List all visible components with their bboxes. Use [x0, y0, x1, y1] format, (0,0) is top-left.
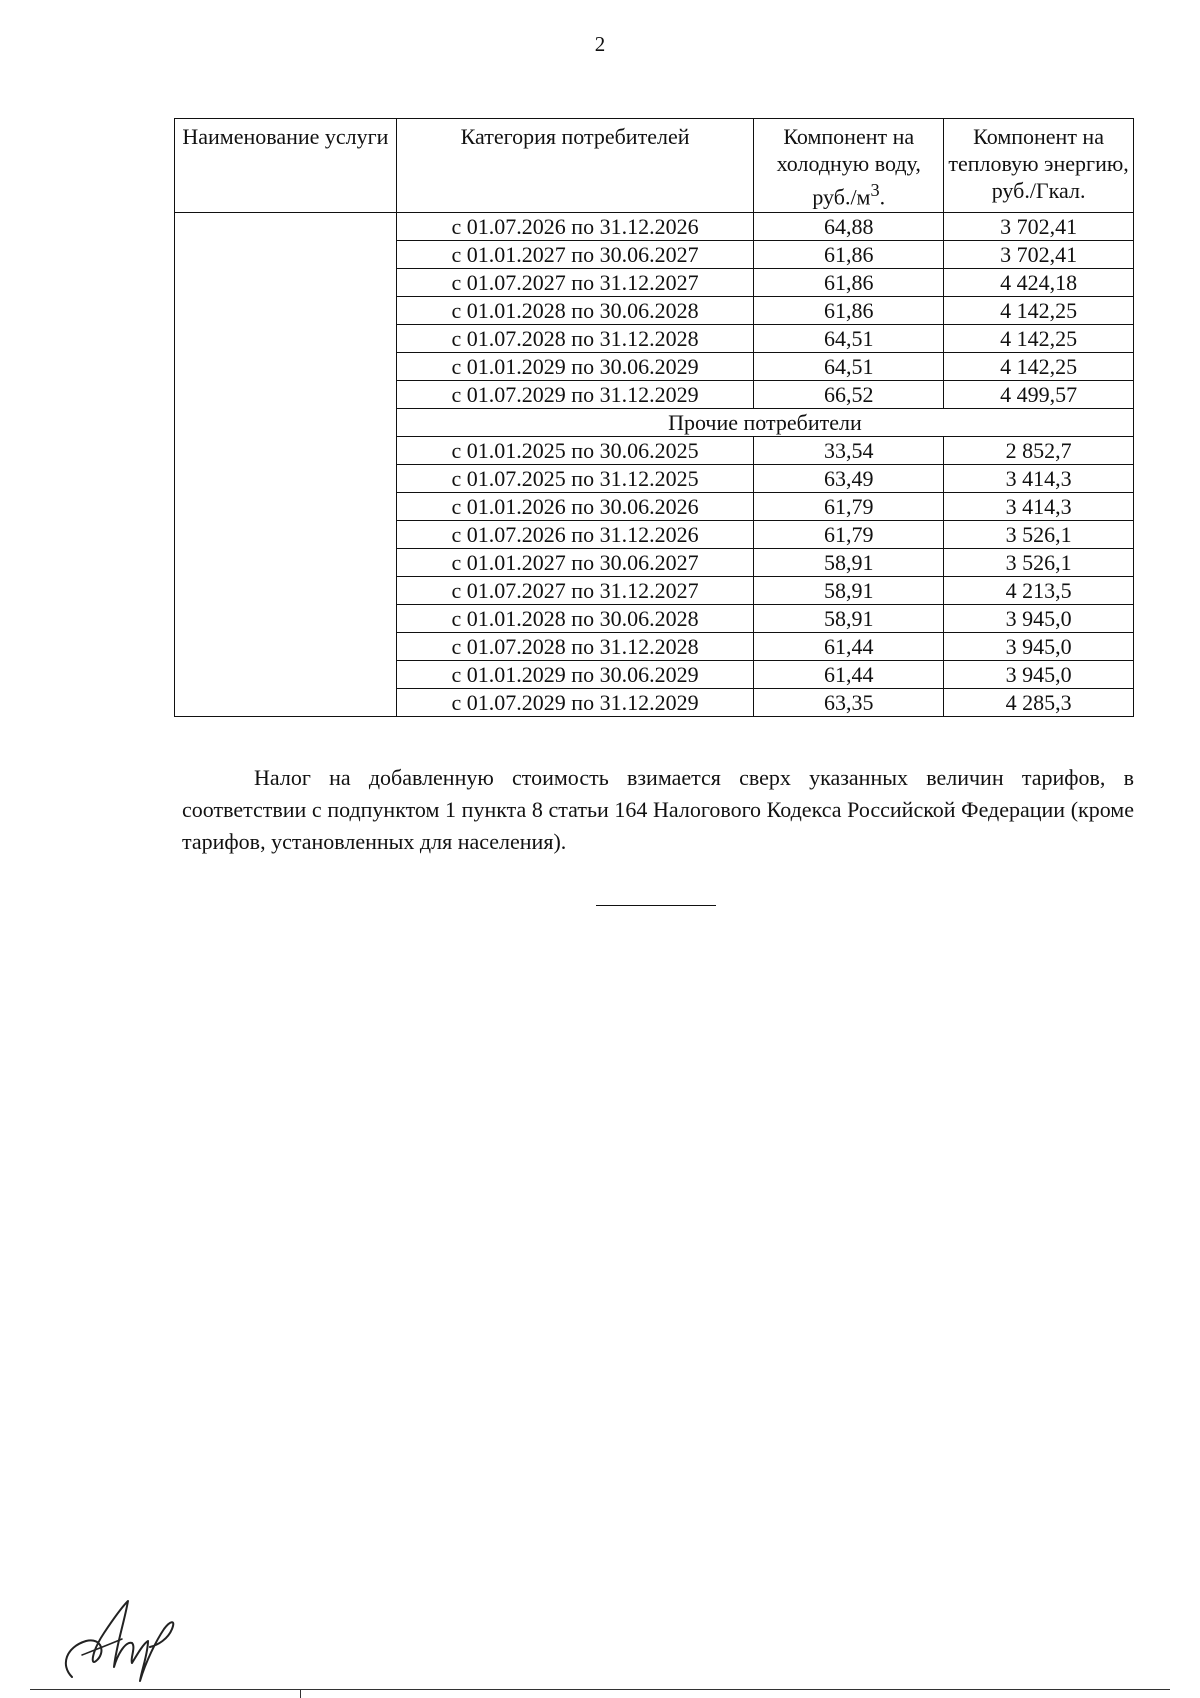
period-cell: с 01.07.2026 по 31.12.2026 — [396, 521, 754, 549]
cold-water-cell: 58,91 — [754, 577, 944, 605]
header-cold-water-sup: 3 — [870, 180, 880, 200]
period-cell: с 01.01.2028 по 30.06.2028 — [396, 297, 754, 325]
heat-cell: 3 702,41 — [944, 241, 1134, 269]
heat-cell: 4 499,57 — [944, 381, 1134, 409]
table-row — [175, 213, 1134, 241]
heat-cell: 3 414,3 — [944, 465, 1134, 493]
period-cell: с 01.07.2026 по 31.12.2026 — [396, 213, 754, 241]
heat-cell: 3 702,41 — [944, 213, 1134, 241]
header-category: Категория потребителей — [396, 119, 754, 213]
period-cell: с 01.07.2028 по 31.12.2028 — [396, 633, 754, 661]
heat-cell: 4 213,5 — [944, 577, 1134, 605]
heat-cell: 4 142,25 — [944, 297, 1134, 325]
period-cell: с 01.07.2027 по 31.12.2027 — [396, 577, 754, 605]
heat-cell: 4 142,25 — [944, 325, 1134, 353]
heat-cell: 3 526,1 — [944, 549, 1134, 577]
cold-water-cell: 61,79 — [754, 521, 944, 549]
heat-cell: 4 285,3 — [944, 689, 1134, 717]
header-cold-water-text: Компонент на холодную воду, руб./м — [776, 124, 921, 210]
period-cell: с 01.07.2028 по 31.12.2028 — [396, 325, 754, 353]
cold-water-cell: 61,86 — [754, 241, 944, 269]
period-cell: с 01.07.2027 по 31.12.2027 — [396, 269, 754, 297]
page-number: 2 — [594, 32, 606, 56]
cold-water-cell: 61,86 — [754, 297, 944, 325]
group-label-other-consumers: Прочие потребители — [396, 409, 1133, 437]
cold-water-cell: 61,44 — [754, 661, 944, 689]
cold-water-cell: 61,79 — [754, 493, 944, 521]
header-heat: Компонент на тепловую энергию, руб./Гкал. — [944, 119, 1134, 213]
heat-cell: 4 424,18 — [944, 269, 1134, 297]
heat-cell: 3 414,3 — [944, 493, 1134, 521]
cold-water-cell: 58,91 — [754, 549, 944, 577]
heat-cell: 3 945,0 — [944, 605, 1134, 633]
cold-water-cell: 64,51 — [754, 325, 944, 353]
heat-cell: 4 142,25 — [944, 353, 1134, 381]
period-cell: с 01.07.2025 по 31.12.2025 — [396, 465, 754, 493]
end-divider — [596, 905, 716, 906]
period-cell: с 01.01.2027 по 30.06.2027 — [396, 241, 754, 269]
footer-line — [30, 1689, 1170, 1690]
header-cold-water — [754, 119, 944, 213]
cold-water-cell: 58,91 — [754, 605, 944, 633]
cold-water-cell: 64,51 — [754, 353, 944, 381]
cold-water-cell: 63,35 — [754, 689, 944, 717]
period-cell: с 01.07.2029 по 31.12.2029 — [396, 689, 754, 717]
service-cell — [175, 213, 397, 717]
period-cell: с 01.01.2025 по 30.06.2025 — [396, 437, 754, 465]
tariff-table — [174, 118, 1134, 717]
period-cell: с 01.01.2027 по 30.06.2027 — [396, 549, 754, 577]
period-cell: с 01.01.2029 по 30.06.2029 — [396, 661, 754, 689]
vat-note: Налог на добавленную стоимость взимается сверх указанных величин тарифов, в соответствии с подпунктом 1 пункта 8 статьи 164 Налогового Кодекса Российской Федерации (кроме тарифов, установленных для населения). — [182, 765, 1134, 854]
signature-mark — [52, 1595, 182, 1685]
period-cell: с 01.01.2028 по 30.06.2028 — [396, 605, 754, 633]
cold-water-cell: 64,88 — [754, 213, 944, 241]
footer-tick — [300, 1689, 301, 1698]
cold-water-cell: 61,86 — [754, 269, 944, 297]
cold-water-cell: 66,52 — [754, 381, 944, 409]
table-header-row — [175, 119, 1134, 213]
period-cell: с 01.01.2029 по 30.06.2029 — [396, 353, 754, 381]
cold-water-cell: 63,49 — [754, 465, 944, 493]
period-cell: с 01.07.2029 по 31.12.2029 — [396, 381, 754, 409]
heat-cell: 3 945,0 — [944, 661, 1134, 689]
header-service: Наименование услуги — [175, 119, 397, 213]
heat-cell: 2 852,7 — [944, 437, 1134, 465]
period-cell: с 01.01.2026 по 30.06.2026 — [396, 493, 754, 521]
cold-water-cell: 33,54 — [754, 437, 944, 465]
heat-cell: 3 526,1 — [944, 521, 1134, 549]
header-cold-water-end: . — [879, 184, 886, 210]
cold-water-cell: 61,44 — [754, 633, 944, 661]
heat-cell: 3 945,0 — [944, 633, 1134, 661]
